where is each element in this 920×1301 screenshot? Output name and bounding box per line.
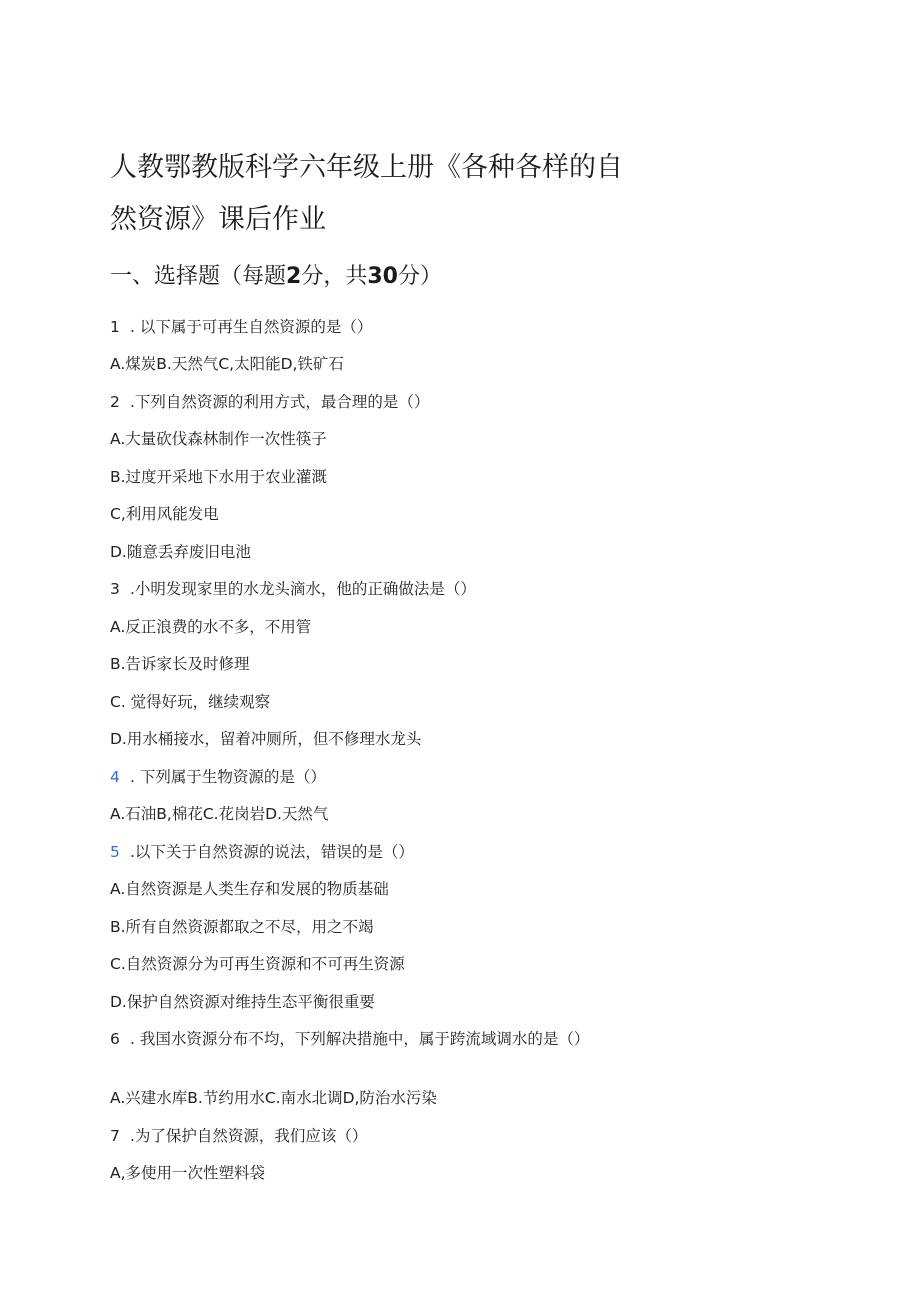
question-text: . 以下属于可再生自然资源的是（） [130, 318, 373, 336]
question-text: .下列自然资源的利用方式，最合理的是（） [130, 393, 430, 411]
question-text: .小明发现家里的水龙头滴水，他的正确做法是（） [130, 580, 476, 598]
question-2-option-a: A.大量砍伐森林制作一次性筷子 [110, 430, 327, 448]
question-number: 4 [110, 768, 120, 786]
question-1-options: A.煤炭B.天然气C,太阳能D,铁矿石 [110, 355, 344, 373]
question-3 [110, 578, 476, 600]
question-4 [110, 766, 326, 788]
section-heading-suffix: 分） [397, 264, 442, 289]
question-number: 2 [110, 393, 120, 411]
question-number: 1 [110, 318, 120, 336]
question-text: . 我国水资源分布不均，下列解决措施中，属于跨流域调水的是（） [130, 1030, 590, 1048]
question-text: .为了保护自然资源，我们应该（） [130, 1127, 368, 1145]
question-7 [110, 1125, 367, 1147]
document-title-line-2: 然资源》课后作业 [110, 204, 326, 235]
question-4-options: A.石油B,棉花C.花岗岩D.天然气 [110, 805, 329, 823]
question-7-option-a: A,多使用一次性塑料袋 [110, 1164, 266, 1182]
document-title-line-1: 人教鄂教版科学六年级上册《各种各样的自 [110, 152, 623, 183]
question-3-option-d: D.用水桶接水，留着冲厕所，但不修理水龙头 [110, 730, 422, 748]
section-heading-prefix: 一、选择题（每题 [110, 264, 287, 289]
question-2-option-d: D.随意丢弃废旧电池 [110, 543, 251, 561]
question-6 [110, 1029, 610, 1050]
question-6-options: A.兴建水库B.节约用水C.南水北调D,防治水污染 [110, 1089, 437, 1107]
question-5-option-b: B.所有自然资源都取之不尽，用之不竭 [110, 918, 374, 936]
question-3-option-c: C. 觉得好玩，继续观察 [110, 693, 271, 711]
question-2-option-b: B.过度开采地下水用于农业灌溉 [110, 468, 328, 486]
question-3-option-a: A.反正浪费的水不多，不用管 [110, 618, 312, 636]
question-number: 7 [110, 1127, 120, 1145]
question-2 [110, 391, 429, 413]
question-number: 6 [110, 1030, 120, 1048]
question-5 [110, 841, 414, 863]
question-number: 5 [110, 843, 120, 861]
question-text: .以下关于自然资源的说法，错误的是（） [130, 843, 414, 861]
document-title [110, 142, 630, 246]
section-heading-mid: 分，共 [301, 264, 368, 289]
question-5-option-c: C.自然资源分为可再生资源和不可再生资源 [110, 955, 405, 973]
section-heading [110, 261, 442, 293]
section-heading-points: 2 [286, 264, 302, 289]
question-5-option-a: A.自然资源是人类生存和发展的物质基础 [110, 880, 389, 898]
section-heading-total: 30 [367, 264, 398, 289]
question-5-option-d: D.保护自然资源对维持生态平衡很重要 [110, 993, 375, 1011]
question-number: 3 [110, 580, 120, 598]
question-text: . 下列属于生物资源的是（） [130, 768, 326, 786]
question-3-option-b: B.告诉家长及时修理 [110, 655, 250, 673]
question-2-option-c: C,利用风能发电 [110, 505, 219, 523]
question-1 [110, 316, 372, 338]
